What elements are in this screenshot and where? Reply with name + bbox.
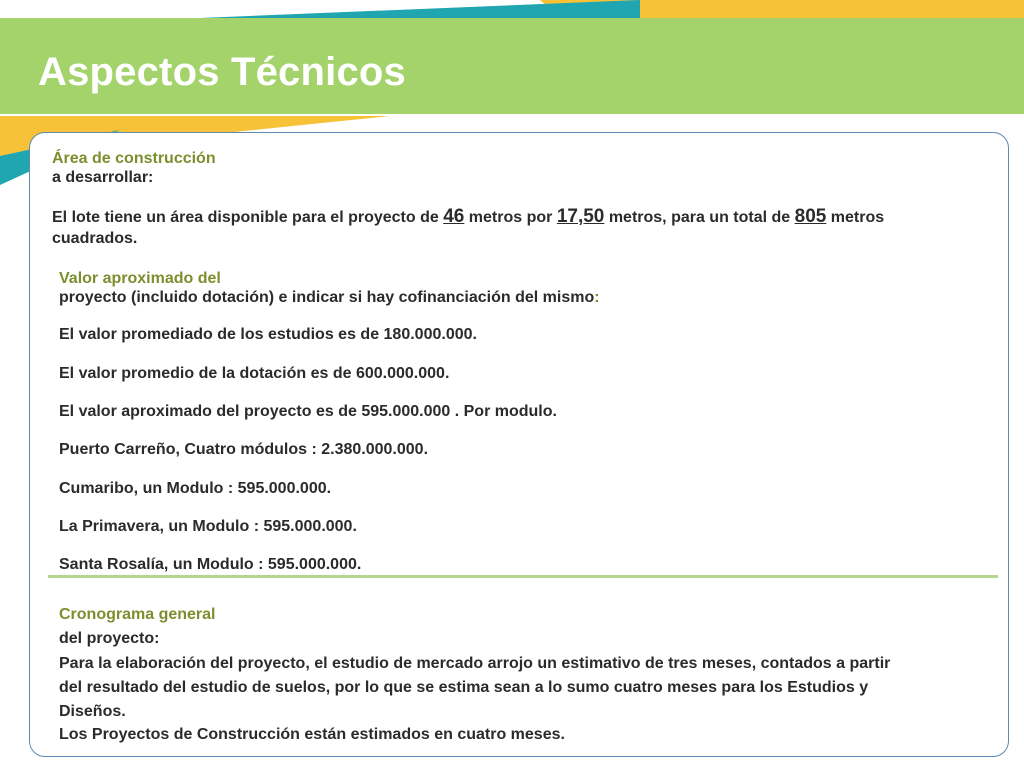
- valor-line-puerto-carreno: Puerto Carreño, Cuatro módulos : 2.380.000.000.: [59, 441, 429, 458]
- area-total: 805: [794, 206, 827, 227]
- valor-line-la-primavera: La Primavera, un Modulo : 595.000.000.: [59, 518, 357, 535]
- valor-heading-line1: Valor aproximado del: [59, 270, 221, 287]
- valor-line-proyecto: El valor aproximado del proyecto es de 595.000.000 . Por modulo.: [59, 403, 557, 420]
- valor-line-estudios: El valor promediado de los estudios es de 180.000.000.: [59, 326, 477, 343]
- section-divider: [48, 575, 998, 578]
- area-heading-line2: a desarrollar:: [52, 169, 154, 186]
- area-text-start: El lote tiene un área disponible para el proyecto de: [52, 209, 444, 226]
- valor-line-santa-rosalia: Santa Rosalía, un Modulo : 595.000.000.: [59, 556, 362, 573]
- valor-heading-text: proyecto (incluido dotación) e indicar si hay cofinanciación del mismo: [59, 289, 595, 306]
- valor-heading-colon: :: [594, 289, 600, 306]
- valor-heading-line2: [59, 288, 600, 307]
- area-heading-line1: Área de construcción: [52, 150, 216, 167]
- area-width: 17,50: [556, 206, 605, 227]
- area-paragraph-line2: cuadrados.: [52, 230, 138, 247]
- valor-line-dotacion: El valor promedio de la dotación es de 600.000.000.: [59, 365, 450, 382]
- cronograma-heading-line1: Cronograma general: [59, 606, 216, 623]
- cronograma-paragraph-line3: Diseños.: [59, 703, 126, 720]
- page-title: Aspectos Técnicos: [38, 50, 406, 94]
- cronograma-paragraph-line4: Los Proyectos de Construcción están estimados en cuatro meses.: [59, 726, 565, 743]
- area-length: 46: [443, 206, 465, 227]
- area-text-end: metros: [826, 209, 885, 226]
- valor-line-cumaribo: Cumaribo, un Modulo : 595.000.000.: [59, 480, 332, 497]
- teal-stripe-top: [200, 0, 640, 18]
- cronograma-paragraph-line2: del resultado del estudio de suelos, por lo que se estima sean a lo sumo cuatro meses para los Estudios y: [59, 679, 869, 696]
- cronograma-heading-line2: del proyecto:: [59, 630, 160, 647]
- cronograma-paragraph-line1: Para la elaboración del proyecto, el estudio de mercado arrojo un estimativo de tres meses, contados a partir: [59, 655, 891, 672]
- area-text-mid2: metros, para un total de: [604, 209, 795, 226]
- area-paragraph: [52, 207, 884, 227]
- area-text-mid1: metros por: [464, 209, 557, 226]
